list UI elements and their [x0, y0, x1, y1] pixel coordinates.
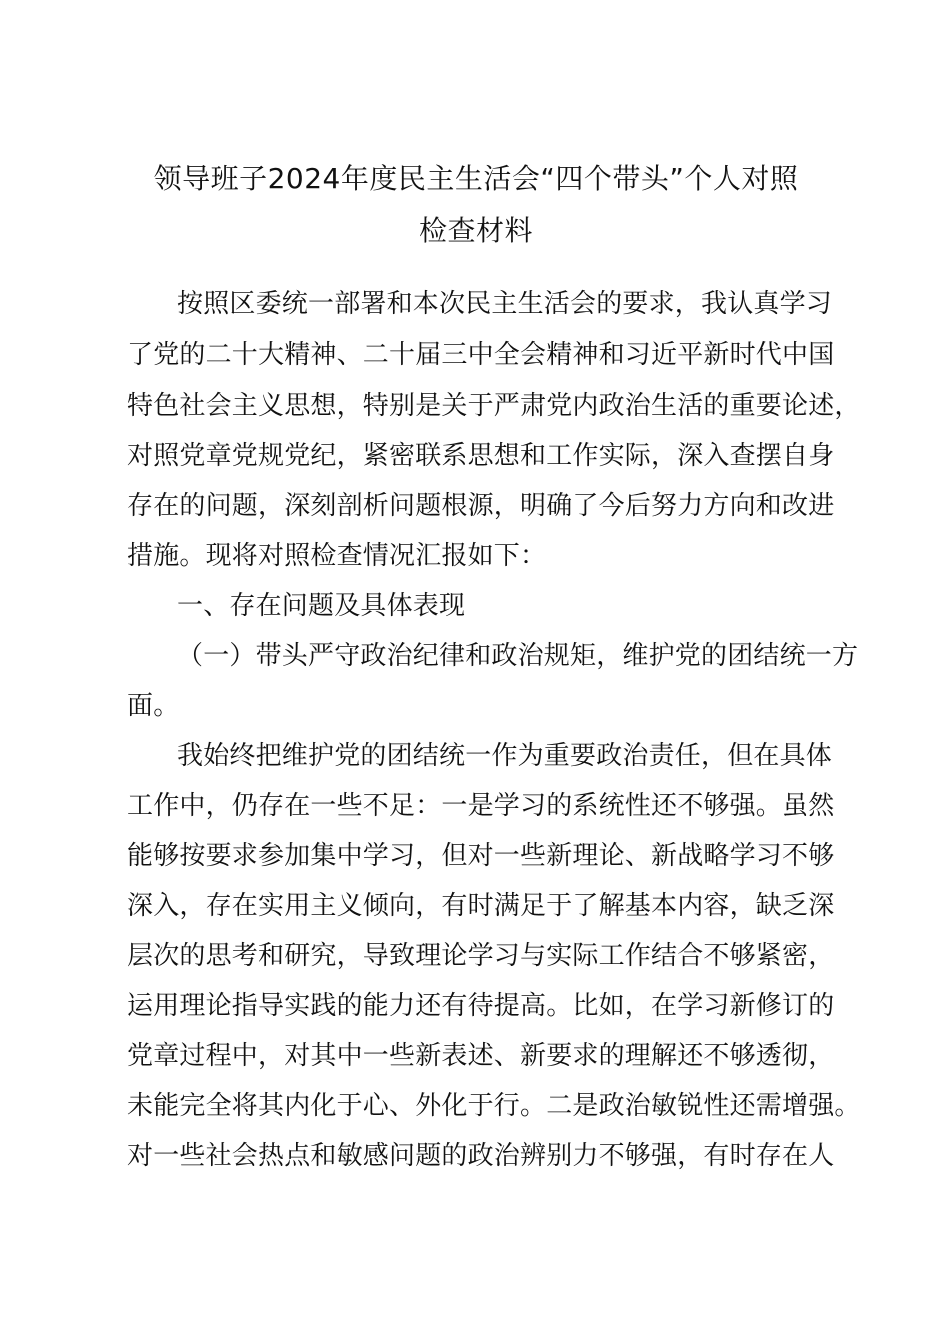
- section-heading: 一、存在问题及具体表现: [177, 591, 466, 621]
- paragraph-line: 措施。现将对照检查情况汇报如下：: [127, 541, 547, 571]
- subsection-heading: （一）带头严守政治纪律和政治规矩，维护党的团结统一方: [177, 641, 859, 671]
- paragraph-line: 存在的问题，深刻剖析问题根源，明确了今后努力方向和改进: [127, 491, 835, 521]
- paragraph-line: 层次的思考和研究，导致理论学习与实际工作结合不够紧密，: [127, 941, 835, 971]
- paragraph-line: 特色社会主义思想，特别是关于严肃党内政治生活的重要论述，: [127, 391, 861, 421]
- paragraph-line: 按照区委统一部署和本次民主生活会的要求，我认真学习: [177, 289, 833, 319]
- paragraph-line: 我始终把维护党的团结统一作为重要政治责任，但在具体: [177, 741, 833, 771]
- document-title-line-1: 领导班子2024年度民主生活会“四个带头”个人对照: [153, 162, 799, 195]
- paragraph-line: 能够按要求参加集中学习，但对一些新理论、新战略学习不够: [127, 841, 835, 871]
- paragraph-line: 对照党章党规党纪，紧密联系思想和工作实际，深入查摆自身: [127, 441, 835, 471]
- paragraph-line: 运用理论指导实践的能力还有待提高。比如，在学习新修订的: [127, 991, 835, 1021]
- paragraph-line: 党章过程中，对其中一些新表述、新要求的理解还不够透彻，: [127, 1041, 835, 1071]
- subsection-heading-continued: 面。: [127, 691, 180, 721]
- paragraph-line: 对一些社会热点和敏感问题的政治辨别力不够强，有时存在人: [127, 1141, 835, 1171]
- paragraph-line: 了党的二十大精神、二十届三中全会精神和习近平新时代中国: [127, 340, 835, 370]
- document-title-line-2: 检查材料: [418, 214, 533, 247]
- paragraph-line: 深入，存在实用主义倾向，有时满足于了解基本内容，缺乏深: [127, 891, 835, 921]
- paragraph-line: 工作中，仍存在一些不足：一是学习的系统性还不够强。虽然: [127, 791, 835, 821]
- paragraph-line: 未能完全将其内化于心、外化于行。二是政治敏锐性还需增强。: [127, 1091, 861, 1121]
